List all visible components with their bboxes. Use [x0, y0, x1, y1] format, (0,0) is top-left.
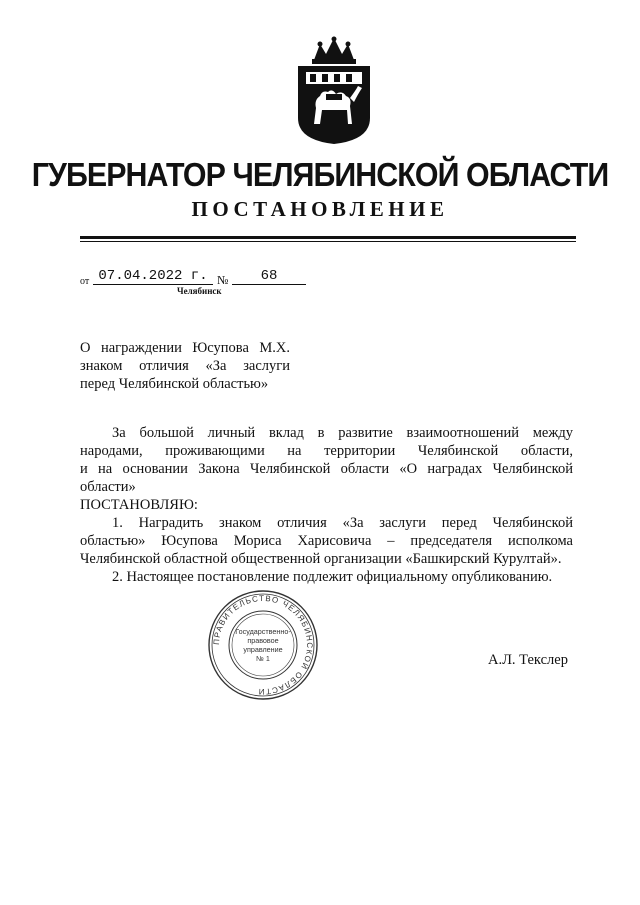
- stamp-outer-text: ПРАВИТЕЛЬСТВО ЧЕЛЯБИНСКОЙ ОБЛАСТИ: [211, 593, 315, 697]
- document-date: 07.04.2022 г.: [93, 268, 213, 285]
- document-number: 68: [232, 268, 306, 285]
- official-stamp-icon: [206, 588, 320, 702]
- stamp-inner-line: № 1: [256, 654, 270, 663]
- header-rule-thick: [80, 236, 576, 239]
- item1-line: Челябинской областной общественной организации «Башкирский Курултай».: [80, 551, 562, 567]
- item2-line: 2. Настоящее постановление подлежит официальному опубликованию.: [112, 569, 553, 585]
- number-label: №: [217, 273, 229, 287]
- subject-line: О награждении Юсупова М.Х.: [80, 340, 290, 356]
- stamp-inner-line: управление: [243, 645, 283, 654]
- document-type-title: ПОСТАНОВЛЕНИЕ: [191, 197, 449, 221]
- subject-line: перед Челябинской областью»: [80, 376, 269, 392]
- stamp-inner-line: Государственно-: [235, 627, 291, 636]
- stamp-inner-line: правовое: [247, 636, 279, 645]
- item1-line: 1. Наградить знаком отличия «За заслуги перед Челябинской: [112, 515, 573, 531]
- subject-line: знаком отличия «За заслуги: [80, 358, 290, 374]
- signatory-name: А.Л. Текслер: [488, 652, 568, 668]
- coat-of-arms-icon: [292, 36, 376, 146]
- preamble-line: народами, проживающими на территории Челябинской области,: [80, 443, 573, 459]
- document-body: [80, 424, 573, 586]
- item1-line: областью» Юсупова Мориса Харисовича – председателя исполкома: [80, 533, 573, 549]
- authority-title: ГУБЕРНАТОР ЧЕЛЯБИНСКОЙ ОБЛАСТИ: [31, 156, 609, 193]
- date-prefix-label: от: [80, 276, 90, 287]
- preamble-line: области»: [80, 479, 136, 495]
- city-label: Челябинск: [177, 286, 222, 296]
- preamble-line: и на основании Закона Челябинской области «О наградах Челябинской: [80, 461, 573, 477]
- header-rule-thin: [80, 241, 576, 242]
- resolve-heading: ПОСТАНОВЛЯЮ:: [80, 497, 198, 513]
- document-subject: [80, 339, 290, 393]
- preamble-line: За большой личный вклад в развитие взаимоотношений между: [112, 425, 573, 441]
